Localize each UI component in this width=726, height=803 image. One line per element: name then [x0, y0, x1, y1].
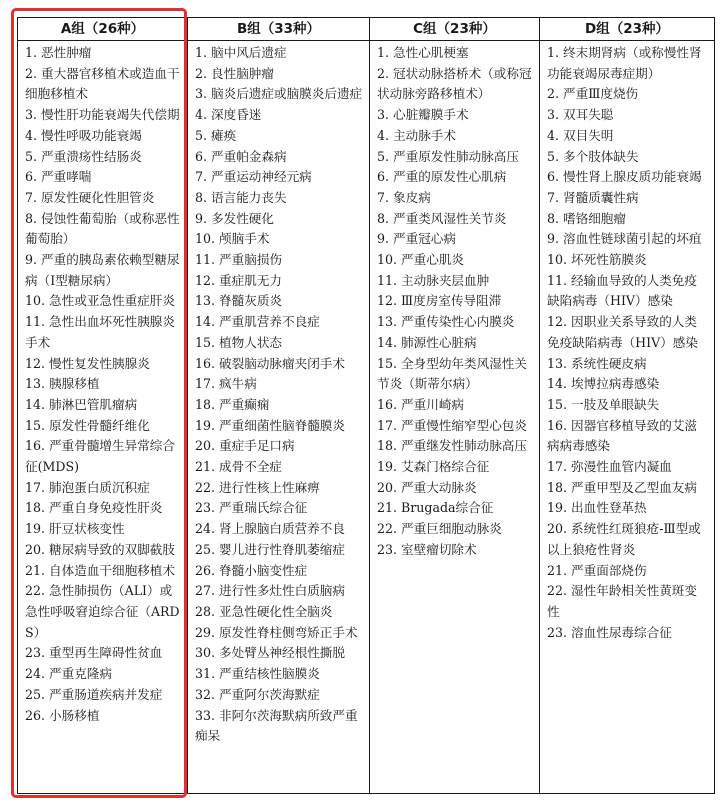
list-item: 13. 严重传染性心内膜炎: [377, 314, 515, 330]
list-item: 1. 脑中风后遗症: [195, 45, 287, 60]
list-item: 10. 颅脑手术: [195, 231, 270, 247]
list-item: 22. 湿性年龄相关性黄斑变性: [547, 583, 697, 619]
list-item: 20. 系统性红斑狼疮-Ⅲ型或以上狼疮性肾炎: [547, 521, 701, 557]
list-item: 20. 严重大动脉炎: [377, 479, 477, 495]
list-item: 1. 恶性肿瘤: [25, 45, 92, 60]
list-item: 6. 严重的原发性心肌病: [377, 169, 507, 185]
list-item: 19. 艾森门格综合征: [377, 459, 490, 475]
list-item: 21. Brugada综合征: [377, 500, 494, 516]
list-item: 18. 严重继发性肺动脉高压: [377, 438, 527, 454]
list-item: 7. 严重运动神经元病: [195, 169, 312, 185]
list-item: 15. 全身型幼年类风湿性关节炎（斯蒂尔病）: [377, 355, 527, 392]
list-item: 19. 出血性登革热: [547, 500, 647, 516]
list-item: 14. 埃博拉病毒感染: [547, 376, 660, 392]
group-a-header: A组（26种）: [18, 18, 187, 41]
list-item: 7. 原发性硬化性胆管炎: [25, 189, 155, 205]
list-item: 31. 严重结核性脑膜炎: [195, 666, 320, 682]
list-item: 10. 急性或亚急性重症肝炎: [25, 293, 175, 309]
group-a-list: [18, 41, 187, 793]
group-c-column: [370, 18, 540, 793]
list-item: 4. 慢性呼吸功能衰竭: [25, 127, 142, 143]
list-item: 13. 系统性硬皮病: [547, 355, 647, 371]
group-b-column: [188, 18, 370, 793]
list-item: 22. 严重巨细胞动脉炎: [377, 521, 502, 537]
list-item: 23. 严重瑞氏综合征: [195, 500, 308, 516]
list-item: 12. Ⅲ度房室传导阻滞: [377, 293, 502, 309]
list-item: 25. 婴儿进行性脊肌萎缩症: [195, 541, 345, 557]
list-item: 9. 严重冠心病: [377, 231, 456, 247]
list-item: 16. 严重骨髓增生异常综合征(MDS): [25, 438, 175, 475]
list-item: 16. 严重川崎病: [377, 396, 465, 412]
list-item: 6. 慢性肾上腺皮质功能衰竭: [547, 169, 702, 185]
list-item: 19. 严重细菌性脑脊髓膜炎: [195, 417, 345, 433]
list-item: 17. 严重慢性缩窄型心包炎: [377, 417, 527, 433]
list-item: 11. 主动脉夹层血肿: [377, 272, 490, 288]
list-item: 13. 脊髓灰质炎: [195, 293, 283, 309]
list-item: 20. 糖尿病导致的双脚截肢: [25, 541, 175, 557]
list-item: 24. 严重克隆病: [25, 666, 113, 682]
list-item: 18. 严重自身免疫性肝炎: [25, 500, 163, 516]
list-item: 9. 溶血性链球菌引起的坏疽: [547, 231, 702, 247]
group-b-list: [188, 41, 369, 793]
list-item: 21. 严重面部烧伤: [547, 562, 647, 578]
list-item: 24. 肾上腺脑白质营养不良: [195, 521, 345, 537]
list-item: 18. 严重甲型及乙型血友病: [547, 479, 697, 495]
list-item: 20. 重症手足口病: [195, 438, 295, 454]
group-d-header: D组（23种）: [540, 18, 714, 41]
list-item: 2. 严重Ⅲ度烧伤: [547, 86, 639, 102]
list-item: 10. 坏死性筋膜炎: [547, 252, 647, 268]
list-item: 15. 原发性骨髓纤维化: [25, 417, 150, 433]
list-item: 16. 破裂脑动脉瘤夹闭手术: [195, 355, 345, 371]
list-item: 33. 非阿尔茨海默病所致严重痴呆: [195, 707, 358, 744]
list-item: 4. 深度昏迷: [195, 107, 262, 123]
list-item: 4. 双目失明: [547, 127, 614, 143]
list-item: 19. 肝豆状核变性: [25, 521, 125, 537]
list-item: 5. 多个肢体缺失: [547, 148, 639, 164]
list-item: 2. 重大器官移植术或造血干细胞移植术: [25, 65, 180, 102]
list-item: 17. 肺泡蛋白质沉积症: [25, 479, 150, 495]
list-item: 7. 象皮病: [377, 189, 431, 205]
list-item: 8. 嗜铬细胞瘤: [547, 210, 626, 226]
list-item: 26. 小肠移植: [25, 707, 100, 723]
list-item: 7. 肾髓质囊性病: [547, 189, 639, 205]
list-item: 1. 急性心肌梗塞: [377, 45, 469, 60]
list-item: 1. 终末期肾病（或称慢性肾功能衰竭尿毒症期）: [547, 45, 702, 81]
list-item: 27. 进行性多灶性白质脑病: [195, 583, 345, 599]
list-item: 17. 弥漫性血管内凝血: [547, 459, 672, 475]
list-item: 29. 原发性脊柱侧弯矫正手术: [195, 624, 358, 640]
list-item: 14. 严重肌营养不良症: [195, 314, 320, 330]
list-item: 28. 亚急性硬化性全脑炎: [195, 603, 333, 619]
list-item: 12. 重症肌无力: [195, 272, 283, 288]
list-item: 12. 因职业关系导致的人类免疫缺陷病毒（HIV）感染: [547, 314, 698, 350]
list-item: 11. 急性出血坏死性胰腺炎手术: [25, 314, 175, 350]
list-item: 17. 疯牛病: [195, 376, 257, 392]
list-item: 26. 脊髓小脑变性症: [195, 562, 308, 578]
list-item: 6. 严重哮喘: [25, 169, 92, 185]
group-c-header: C组（23种）: [370, 18, 539, 41]
list-item: 14. 肺淋巴管肌瘤病: [25, 396, 138, 412]
list-item: 10. 严重心肌炎: [377, 252, 465, 268]
list-item: 3. 双耳失聪: [547, 107, 614, 123]
group-c-list: [370, 41, 539, 793]
list-item: 11. 经输血导致的人类免疫缺陷病毒（HIV）感染: [547, 272, 697, 309]
list-item: 3. 脑炎后遗症或脑膜炎后遗症: [195, 86, 363, 102]
list-item: 23. 溶血性尿毒综合征: [547, 624, 672, 640]
list-item: 21. 自体造血干细胞移植术: [25, 562, 175, 578]
list-item: 9. 多发性硬化: [195, 210, 274, 226]
list-item: 32. 严重阿尔茨海默症: [195, 686, 320, 702]
group-a-column: [18, 18, 188, 793]
group-b-header: B组（33种）: [188, 18, 369, 41]
list-item: 11. 严重脑损伤: [195, 252, 283, 268]
list-item: 25. 严重肠道疾病并发症: [25, 686, 163, 702]
list-item: 22. 进行性核上性麻痹: [195, 479, 320, 495]
list-item: 14. 肺源性心脏病: [377, 334, 477, 350]
list-item: 6. 严重帕金森病: [195, 148, 287, 164]
list-item: 5. 严重原发性肺动脉高压: [377, 148, 519, 164]
list-item: 30. 多处臂丛神经根性撕脱: [195, 645, 345, 661]
list-item: 16. 因器官移植导致的艾滋病病毒感染: [547, 417, 697, 454]
list-item: 4. 主动脉手术: [377, 127, 456, 143]
list-item: 8. 语言能力丧失: [195, 189, 287, 205]
list-item: 13. 胰腺移植: [25, 376, 100, 392]
list-item: 3. 心脏瓣膜手术: [377, 107, 469, 123]
group-d-list: [540, 41, 714, 793]
list-item: 23. 室壁瘤切除术: [377, 541, 477, 557]
list-item: 8. 侵蚀性葡萄胎（或称恶性葡萄胎）: [25, 210, 180, 247]
list-item: 12. 慢性复发性胰腺炎: [25, 355, 150, 371]
list-item: 15. 植物人状态: [195, 334, 283, 350]
list-item: 15. 一肢及单眼缺失: [547, 396, 660, 412]
list-item: 8. 严重类风湿性关节炎: [377, 210, 507, 226]
list-item: 21. 成骨不全症: [195, 459, 283, 475]
list-item: 2. 良性脑肿瘤: [195, 65, 274, 81]
list-item: 5. 瘫痪: [195, 127, 237, 143]
group-d-column: [540, 18, 714, 793]
list-item: 9. 严重的胰岛素依赖型糖尿病（Ⅰ型糖尿病）: [25, 252, 180, 288]
list-item: 3. 慢性肝功能衰竭失代偿期: [25, 107, 180, 123]
list-item: 18. 严重癫痫: [195, 396, 270, 412]
disease-group-table: [17, 17, 715, 794]
list-item: 22. 急性肺损伤（ALI）或急性呼吸窘迫综合征（ARDS）: [25, 583, 180, 640]
list-item: 2. 冠状动脉搭桥术（或称冠状动脉旁路移植术）: [377, 65, 532, 102]
list-item: 5. 严重溃疡性结肠炎: [25, 148, 142, 164]
list-item: 23. 重型再生障碍性贫血: [25, 645, 163, 661]
